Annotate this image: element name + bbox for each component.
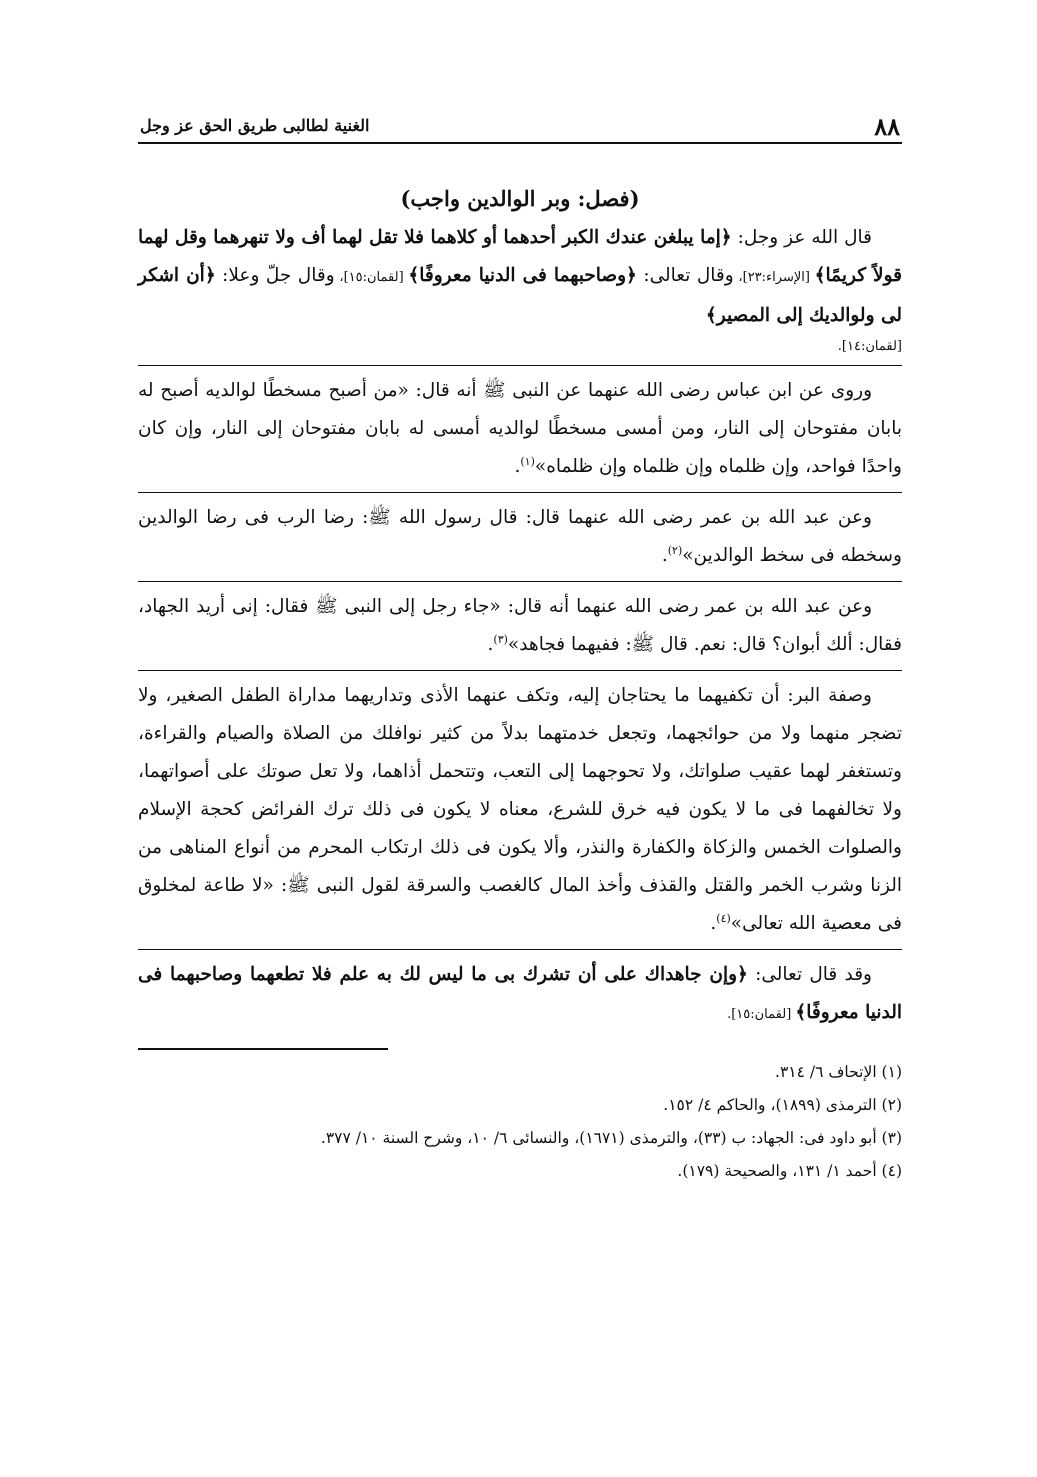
p6-ref: [لقمان:١٥]. (727, 1007, 796, 1022)
footnote-3: (٣) أبو داود فى: الجهاد: ب (٣٣)، والترمذى (١٦٧١)، والنسائى ٦/ ١٠، وشرح السنة ١٠/ ٣٧٧. (320, 1129, 902, 1147)
p5-text: وصفة البر: أن تكفيهما ما يحتاجان إليه، وتكف عنهما الأذى وتداريهما مداراة الطفل الصغير، ولا تضجر منهما ولا من حوائجهما، وتجعل خدمتهما بدلاً من كثير نوافلك من الصلاة والصيام والقراءة، وتستغفر لهما عقيب صلواتك، ولا تحوجهما إلى التعب، وتتحمل أذاهما، ولا تعل صوتك على أصواتهما، ولا تخالفهما فى ما لا يكون فيه خرق للشرع، معناه لا يكون فى ذلك ترك الفرائض كحجة الإسلام والصلوات الخمس والزكاة والكفارة والنذر، وألا يكون فى ذلك ارتكاب المحرم من أنواع المناهى من الزنا وشرب الخمر والقتل والقذف وأخذ المال كالغصب والسرقة لقول النبى ﷺ: «لا طاعة لمخلوق فى معصية الله تعالى» (138, 685, 902, 934)
p1-lead: قال الله عز وجل: (731, 227, 873, 248)
divider (138, 949, 902, 950)
paragraph-hadith-ibn-umar-2 (138, 588, 902, 664)
book-page (138, 108, 902, 1438)
footnote-marker-4: (٤) (716, 911, 731, 925)
running-title: الغنية لطالبى طريق الحق عز وجل (140, 116, 370, 135)
p2-text: وروى عن ابن عباس رضى الله عنهما عن النبى ﷺ أنه قال: «من أصبح مسخطًا لوالديه أصبح له بابان مفتوحان إلى النار، ومن أمسى مسخطًا لوالديه أمسى له بابان مفتوحان إلى النار، وإن كان واحدًا فواحد، وإن ظلماه وإن ظلماه وإن ظلماه» (138, 380, 902, 477)
footnote-marker-2: (٢) (667, 543, 683, 557)
footnote-marker-1: (١) (520, 454, 535, 468)
paragraph-hadith-ibn-umar-1 (138, 499, 902, 575)
p6-lead: وقد قال تعالى: (747, 964, 872, 985)
divider (138, 581, 902, 582)
paragraph-description-of-birr (138, 677, 902, 943)
footnotes (138, 1056, 902, 1188)
p6-quote: ﴿وإن جاهداك على أن تشرك بى ما ليس لك به علم فلا تطعهما وصاحبهما فى الدنيا معروفًا﴾ (138, 964, 902, 1023)
p3-text: وعن عبد الله بن عمر رضى الله عنهما قال: قال رسول الله ﷺ: رضا الرب فى رضا الوالدين وسخطه فى سخط الوالدين» (138, 507, 902, 566)
p1-quote-2: ﴿وصاحبهما فى الدنيا معروفًا﴾ (408, 265, 637, 286)
p1-ref-3: [لقمان:١٤]. (837, 339, 902, 354)
paragraph-final-verse (138, 956, 902, 1034)
p5-end: . (710, 913, 717, 934)
divider (138, 670, 902, 671)
divider (138, 365, 902, 366)
p1-mid-1: وقال تعالى: (636, 265, 734, 286)
p4-text: وعن عبد الله بن عمر رضى الله عنهما أنه قال: «جاء رجل إلى النبى ﷺ فقال: إنى أريد الجهاد، فقال: ألك أبوان؟ قال: نعم. قال ﷺ: ففيهما فجاهد» (138, 596, 902, 655)
p3-end: . (661, 545, 668, 566)
page-header (138, 108, 902, 144)
section-title: (فصل: وبر الوالدين واجب) (400, 186, 640, 211)
paragraph-quran-verses (138, 219, 902, 359)
p1-ref-1: [الإسراء:٢٣]، (733, 270, 815, 285)
footnote-4: (٤) أحمد ١/ ١٣١، والصحيحة (١٧٩). (677, 1162, 902, 1180)
p4-end: . (487, 634, 494, 655)
paragraph-hadith-ibn-abbas (138, 372, 902, 486)
footnote-marker-3: (٣) (493, 632, 508, 646)
divider (138, 492, 902, 493)
footnote-1: (١) الإتحاف ٦/ ٣١٤. (775, 1063, 902, 1081)
footnote-separator (138, 1048, 388, 1050)
p2-end: . (514, 456, 521, 477)
p1-quote-3: ﴿أن اشكر لى ولوالديك إلى المصير﴾ (138, 265, 902, 326)
p1-quote-1: ﴿إما يبلغن عندك الكبر أحدهما أو كلاهما فلا تقل لهما أف ولا تنهرهما وقل لهما قولاً كريمًا﴾ (138, 227, 902, 286)
footnote-2: (٢) الترمذى (١٨٩٩)، والحاكم ٤/ ١٥٢. (663, 1096, 902, 1114)
page-number: ٨٨ (874, 112, 900, 141)
p1-ref-2: [لقمان:١٥]، (334, 270, 409, 285)
p1-mid-2: وقال جلّ وعلا: (215, 265, 335, 286)
